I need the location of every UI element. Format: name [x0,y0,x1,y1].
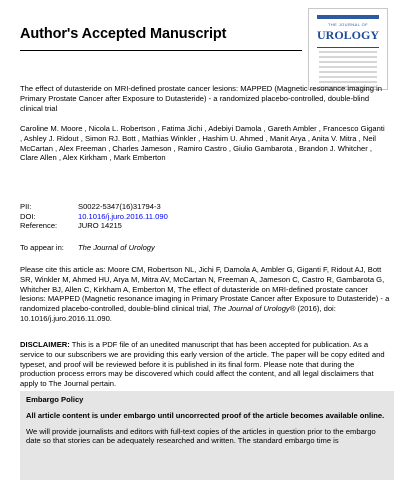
embargo-notice: All article content is under embargo until uncorrected proof of the article becomes available online. [26,410,385,420]
reference-label: Reference: [20,221,58,231]
citation-doi: (2016), doi: 10.1016/j.juro.2016.11.090. [20,304,336,323]
doi-label: DOI: [20,211,36,221]
embargo-text: We will provide journalists and editors with full-text copies of the articles in question prior to the embargo date so that stories can be adequately researched and written. The standard embargo time is [26,426,376,446]
cover-rule [317,47,379,48]
disclaimer-paragraph [20,340,390,389]
disclaimer-label: DISCLAIMER: [20,340,70,349]
cover-brand: THE JOURNAL OF [328,22,368,27]
header-rule [20,50,302,51]
article-authors: Caroline M. Moore , Nicola L. Robertson , Fatima Jichi , Adebiyi Damola , Gareth Ambler , Francesco Giganti , Ashley J. Ridout , Simon RJ. Bott , Mathias Winkler , Hashim U. Ahmed , Manit Arya , Anita V. Mitra , Neil McCartan , Alex Freeman , Charles Jameson , Ramiro Castro , Giulio Gambarota , Brandon J. Whitcher , Clare Allen , Alex Kirkham , Mark Emberton [20,124,385,163]
disclaimer-text: This is a PDF file of an unedited manuscript that has been accepted for publication. As a service to our subscribers we are providing this early version of the article. The paper will be copy edited and typeset, and proof will be reviewed before it is published in its final form. Please note that during the production process errors may be discovered which could affect the content, and all legal disclaimers that apply to The Journal pertain. [20,340,385,389]
reference-value: JURO 14215 [78,221,122,231]
citation-text: Please cite this article as: Moore CM, Robertson NL, Jichi F, Damola A, Ambler G, Giganti F, Ridout AJ, Bott SR, Winkler M, Ahmed HU, Arya M, Mitra AV, McCartan N, Freeman A, Jameson C, Castro R, Gambarota G, Whitcher BJ, Allen C, Kirkham A, Emberton M, The effect of dutasteride on MRI-defined prostate cancer lesions: MAPPED (Magnetic resonance imaging in Primary Prostate Cancer after Exposure to Dutasteride) - a randomized placebo-controlled, double-blind clinical trial, [20,265,390,314]
embargo-box [20,391,394,480]
appear-in-row [20,243,155,252]
cover-text-lines [309,51,387,88]
article-title: The effect of dutasteride on MRI-defined prostate cancer lesions: MAPPED (Magnetic resonance imaging in Primary Prostate Cancer after Exposure to Dutasteride) - a randomized placebo-controlled, double-blind clinical trial [20,84,383,113]
embargo-title: Embargo Policy [26,395,84,404]
pii-row [20,202,168,212]
citation-paragraph [20,265,390,324]
doi-link[interactable]: 10.1016/j.juro.2016.11.090 [78,211,168,221]
pii-label: PII: [20,202,32,211]
citation-journal: The Journal of Urology® [212,304,296,314]
reference-row [20,221,168,231]
appear-label: To appear in: [20,243,64,252]
cover-top-band [317,15,379,19]
cover-journal-name: UROLOGY [316,28,379,42]
page-header-title: Author's Accepted Manuscript [20,26,227,42]
doi-row [20,212,168,222]
journal-name: The Journal of Urology [78,243,155,252]
pii-value: S0022-5347(16)31794-3 [78,202,161,211]
article-metadata [20,202,168,231]
journal-cover-image [308,8,388,90]
